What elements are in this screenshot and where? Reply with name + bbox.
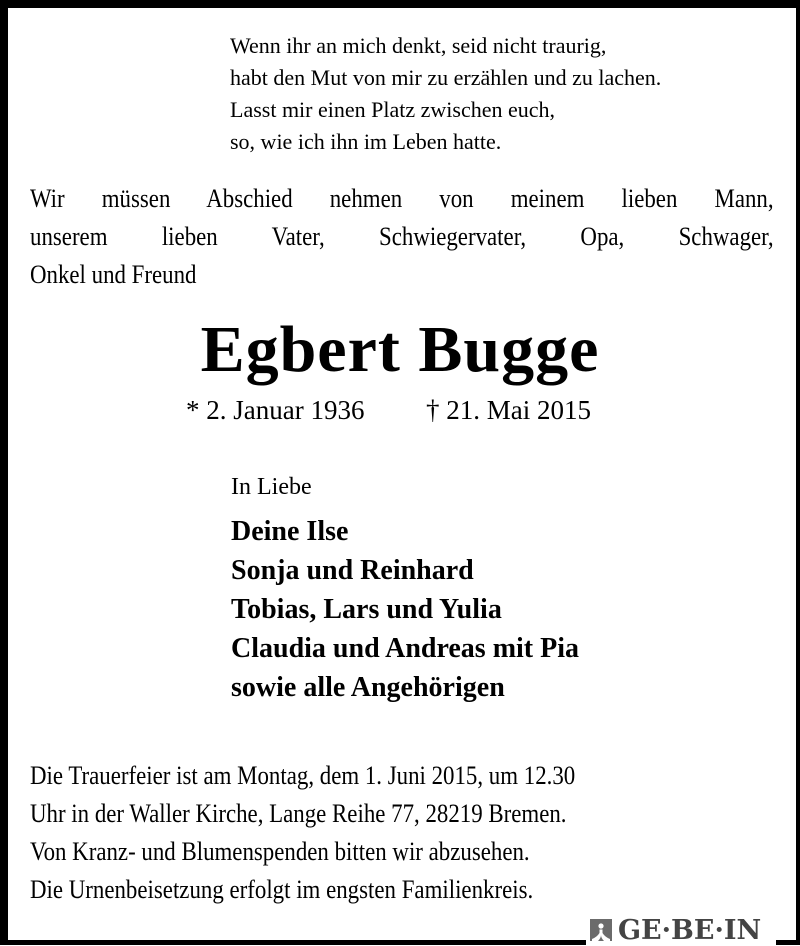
service-info-line: Die Trauerfeier ist am Montag, dem 1. Juni 2015, um 12.30 (30, 761, 576, 790)
poem-line: Lasst mir einen Platz zwischen euch, (230, 97, 556, 122)
intro-line: unserem lieben Vater, Schwiegervater, Opa, Schwager, (30, 222, 774, 251)
mourner-name: Tobias, Lars und Yulia (231, 594, 502, 625)
gebein-logo (586, 912, 776, 945)
in-love-label: In Liebe (231, 474, 312, 500)
poem-line: so, wie ich ihn im Leben hatte. (230, 129, 502, 154)
intro-line: Onkel und Freund (30, 260, 197, 289)
service-info-line: Von Kranz- und Blumenspenden bitten wir abzusehen. (30, 837, 530, 866)
mourner-name: sowie alle Angehörigen (231, 672, 505, 703)
mourner-name: Claudia und Andreas mit Pia (231, 633, 580, 664)
gebein-logo-icon (590, 919, 612, 941)
poem (230, 30, 661, 158)
death-date: † 21. Mai 2015 (426, 395, 591, 425)
life-dates (186, 392, 591, 428)
intro-line: Wir müssen Abschied nehmen von meinem lieben Mann, (30, 184, 774, 213)
service-info (30, 757, 650, 909)
service-info-line: Die Urnenbeisetzung erfolgt im engsten Familienkreis. (30, 875, 534, 904)
mourners-list (231, 512, 579, 707)
birth-date: * 2. Januar 1936 (186, 395, 365, 425)
gebein-logo-text: GE·BE·IN (618, 915, 762, 946)
service-info-line: Uhr in der Waller Kirche, Lange Reihe 77, 28219 Bremen. (30, 799, 567, 828)
poem-line: habt den Mut von mir zu erzählen und zu lachen. (230, 65, 662, 90)
mourner-name: Deine Ilse (231, 516, 349, 547)
deceased-name: Egbert Bugge (200, 313, 600, 386)
poem-line: Wenn ihr an mich denkt, seid nicht traurig, (230, 33, 607, 58)
intro-text (30, 180, 774, 294)
mourner-name: Sonja und Reinhard (231, 555, 474, 586)
